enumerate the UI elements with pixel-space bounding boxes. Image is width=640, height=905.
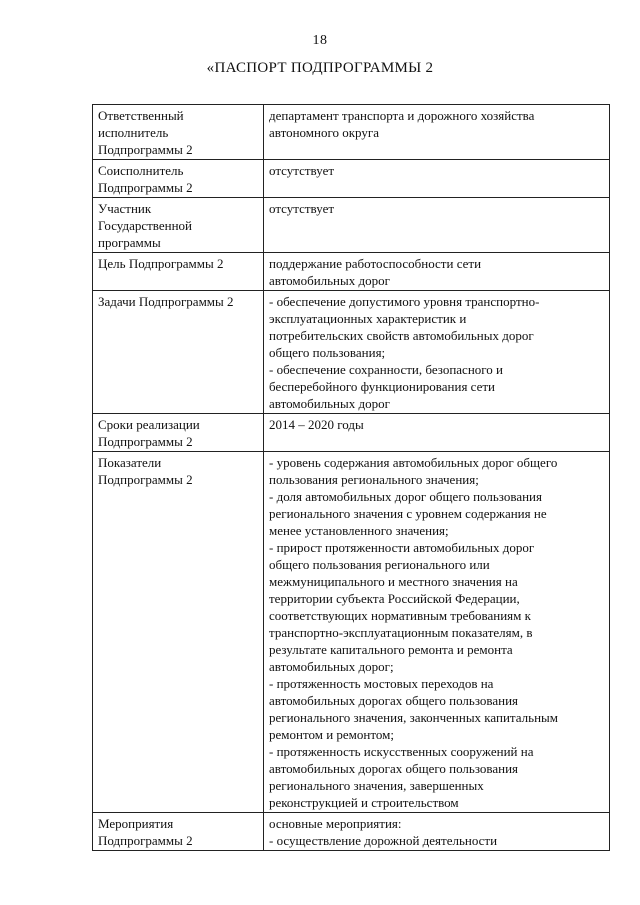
row-label-line: Задачи Подпрограммы 2: [98, 294, 234, 309]
row-label-cell: [93, 414, 264, 452]
row-value-line: автомобильных дорог;: [269, 659, 394, 674]
row-value-cell: [264, 105, 610, 160]
row-indicators: [93, 452, 610, 813]
row-label-cell: [93, 105, 264, 160]
row-value-line: регионального значения, законченных капитальным: [269, 710, 558, 725]
row-value-line: основные мероприятия:: [269, 816, 402, 831]
row-value-line: отсутствует: [269, 163, 335, 178]
row-value-cell: [264, 452, 610, 813]
row-value-line: автономного округа: [269, 125, 379, 140]
row-value-line: - протяженность мостовых переходов на: [269, 676, 494, 691]
row-value-cell: [264, 160, 610, 198]
document-title: «ПАСПОРТ ПОДПРОГРАММЫ 2: [206, 60, 434, 76]
row-value-line: поддержание работоспособности сети: [269, 256, 482, 271]
row-value-line: территории субъекта Российской Федерации,: [269, 591, 520, 606]
row-label-line: исполнитель: [98, 125, 169, 140]
row-value-line: результате капитального ремонта и ремонта: [269, 642, 513, 657]
row-label-line: Подпрограммы 2: [98, 472, 193, 487]
row-value-line: потребительских свойств автомобильных дорог: [269, 328, 534, 343]
row-value-line: автомобильных дорог: [269, 396, 390, 411]
row-label-line: Подпрограммы 2: [98, 434, 193, 449]
row-value-line: бесперебойного функционирования сети: [269, 379, 496, 394]
row-label-line: Подпрограммы 2: [98, 142, 193, 157]
row-value-line: регионального значения с уровнем содержания не: [269, 506, 547, 521]
row-value-line: - уровень содержания автомобильных дорог общего: [269, 455, 558, 470]
row-label-cell: [93, 452, 264, 813]
row-value-line: - обеспечение допустимого уровня транспортно-: [269, 294, 540, 309]
row-label-line: Ответственный: [98, 108, 184, 123]
passport-table-body: [93, 105, 610, 851]
row-value-line: соответствующих нормативным требованиям к: [269, 608, 531, 623]
row-label-line: Подпрограммы 2: [98, 833, 193, 848]
row-value-line: 2014 – 2020 годы: [269, 417, 364, 432]
row-value-line: отсутствует: [269, 201, 335, 216]
row-value-line: межмуниципального и местного значения на: [269, 574, 518, 589]
row-label-line: Участник: [98, 201, 152, 216]
row-value-line: - протяженность искусственных сооружений на: [269, 744, 534, 759]
row-label-line: Подпрограммы 2: [98, 180, 193, 195]
row-value-line: автомобильных дорог: [269, 273, 390, 288]
row-value-line: - осуществление дорожной деятельности: [269, 833, 498, 848]
row-timeline: [93, 414, 610, 452]
row-label-cell: [93, 291, 264, 414]
row-label-line: Сроки реализации: [98, 417, 200, 432]
row-label-line: Соисполнитель: [98, 163, 184, 178]
row-value-line: ремонтом и ремонтом;: [269, 727, 394, 742]
row-value-line: регионального значения, завершенных: [269, 778, 484, 793]
row-co-executor: [93, 160, 610, 198]
row-program-participant: [93, 198, 610, 253]
row-value-line: департамент транспорта и дорожного хозяйства: [269, 108, 535, 123]
row-label-line: Показатели: [98, 455, 162, 470]
row-value-line: - прирост протяженности автомобильных дорог: [269, 540, 535, 555]
row-value-cell: [264, 414, 610, 452]
row-value-line: менее установленного значения;: [269, 523, 449, 538]
row-value-line: - доля автомобильных дорог общего пользования: [269, 489, 542, 504]
row-value-line: общего пользования регионального или: [269, 557, 490, 572]
row-value-line: реконструкцией и строительством: [269, 795, 459, 810]
row-value-line: транспортно-эксплуатационным показателям, в: [269, 625, 533, 640]
row-value-cell: [264, 291, 610, 414]
row-value-cell: [264, 253, 610, 291]
row-value-line: пользования регионального значения;: [269, 472, 479, 487]
row-label-line: Цель Подпрограммы 2: [98, 256, 224, 271]
row-value-cell: [264, 813, 610, 851]
row-label-cell: [93, 198, 264, 253]
row-label-line: Государственной: [98, 218, 193, 233]
row-label-line: программы: [98, 235, 161, 250]
row-value-cell: [264, 198, 610, 253]
row-value-line: автомобильных дорогах общего пользования: [269, 693, 519, 708]
row-value-line: общего пользования;: [269, 345, 386, 360]
row-goal: [93, 253, 610, 291]
row-value-line: эксплуатационных характеристик и: [269, 311, 467, 326]
row-label-line: Мероприятия: [98, 816, 174, 831]
row-label-cell: [93, 160, 264, 198]
row-responsible-executor: [93, 105, 610, 160]
row-value-line: - обеспечение сохранности, безопасного и: [269, 362, 503, 377]
page-number: 18: [312, 33, 328, 48]
row-value-line: автомобильных дорогах общего пользования: [269, 761, 519, 776]
row-label-cell: [93, 813, 264, 851]
row-label-cell: [93, 253, 264, 291]
row-tasks: [93, 291, 610, 414]
passport-table: [92, 104, 610, 851]
row-measures: [93, 813, 610, 851]
